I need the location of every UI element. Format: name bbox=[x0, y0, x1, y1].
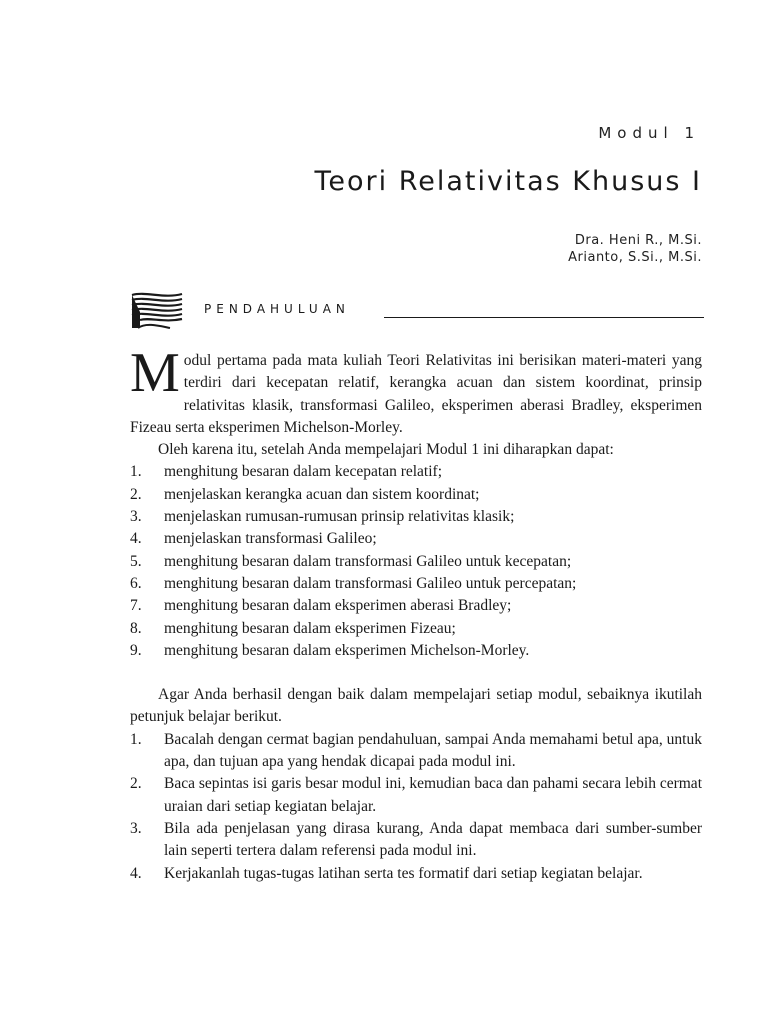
list-item bbox=[130, 461, 702, 483]
list-item-number: 3. bbox=[130, 819, 142, 837]
author-line: Dra. Heni R., M.Si. bbox=[574, 233, 702, 248]
list-item-text: menjelaskan transformasi Galileo; bbox=[164, 530, 377, 548]
list-item-text: menghitung besaran dalam transformasi Galileo untuk kecepatan; bbox=[164, 552, 572, 570]
module-label: Modul 1 bbox=[598, 124, 700, 142]
page-title: Teori Relativitas Khusus I bbox=[314, 166, 702, 197]
list-item-number: 7. bbox=[130, 597, 142, 615]
section-heading bbox=[130, 290, 704, 330]
list-item-text: menghitung besaran dalam eksperimen aberasi Bradley; bbox=[164, 597, 512, 615]
list-item-text: menghitung besaran dalam eksperimen Michelson-Morley. bbox=[164, 641, 530, 659]
paragraph-gap bbox=[130, 662, 702, 684]
intro-paragraph bbox=[130, 342, 702, 439]
list-item bbox=[130, 640, 702, 662]
objectives-lead: Oleh karena itu, setelah Anda mempelajari Modul 1 ini diharapkan dapat: bbox=[158, 441, 614, 459]
list-item-text: menjelaskan kerangka acuan dan sistem koordinat; bbox=[164, 485, 480, 503]
list-item bbox=[130, 818, 702, 863]
list-item-number: 3. bbox=[130, 508, 142, 526]
list-item bbox=[130, 863, 702, 885]
list-item-text: Baca sepintas isi garis besar modul ini, kemudian baca dan pahami secara lebih cermat uraian dari setiap kegiatan belajar. bbox=[164, 775, 702, 815]
list-item bbox=[130, 484, 702, 506]
section-divider bbox=[384, 317, 704, 318]
list-item-number: 6. bbox=[130, 574, 142, 592]
intro-text: odul pertama pada mata kuliah Teori Relativitas ini berisikan materi-materi yang terdiri dari kecepatan relatif, kerangka acuan dan sistem koordinat, prinsip relativitas klasik, transformasi Galileo, eksperimen aberasi Bradley, eksperimen Fizeau serta eksperimen Michelson-Morley. bbox=[130, 352, 702, 436]
objectives-list bbox=[130, 461, 702, 662]
list-item-text: Bila ada penjelasan yang dirasa kurang, Anda dapat membaca dari sumber-sumber lain seperti tertera dalam referensi pada modul ini. bbox=[164, 819, 702, 860]
list-item bbox=[130, 573, 702, 595]
list-item-number: 1. bbox=[130, 730, 142, 748]
list-item bbox=[130, 618, 702, 640]
authors-block bbox=[568, 232, 702, 266]
guidance-list bbox=[130, 729, 702, 885]
list-item-text: menghitung besaran dalam kecepatan relatif; bbox=[164, 463, 443, 481]
list-item-number: 2. bbox=[130, 775, 142, 793]
list-item-number: 5. bbox=[130, 552, 142, 570]
section-label: PENDAHULUAN bbox=[204, 302, 350, 316]
author-line: Arianto, S.Si., M.Si. bbox=[568, 250, 702, 265]
list-item bbox=[130, 528, 702, 550]
list-item bbox=[130, 773, 702, 818]
list-item bbox=[130, 595, 702, 617]
list-item-number: 4. bbox=[130, 530, 142, 548]
drop-cap: M bbox=[130, 342, 180, 404]
list-item bbox=[130, 729, 702, 774]
list-item-number: 1. bbox=[130, 463, 142, 481]
main-content bbox=[130, 342, 702, 885]
list-item-text: menghitung besaran dalam transformasi Galileo untuk percepatan; bbox=[164, 574, 577, 592]
list-item-text: Kerjakanlah tugas-tugas latihan serta tes formatif dari setiap kegiatan belajar. bbox=[164, 864, 643, 882]
list-item-text: menjelaskan rumusan-rumusan prinsip relativitas klasik; bbox=[164, 508, 515, 526]
list-item-text: menghitung besaran dalam eksperimen Fizeau; bbox=[164, 619, 456, 637]
list-item-number: 9. bbox=[130, 641, 142, 659]
list-item-number: 4. bbox=[130, 864, 142, 882]
list-item-number: 2. bbox=[130, 485, 142, 503]
list-item bbox=[130, 506, 702, 528]
list-item-number: 8. bbox=[130, 619, 142, 637]
list-item-text: Bacalah dengan cermat bagian pendahuluan, sampai Anda memahami betul apa, untuk apa, dan tujuan apa yang hendak dicapai pada modul ini. bbox=[164, 730, 702, 771]
list-item bbox=[130, 551, 702, 573]
guidance-lead: Agar Anda berhasil dengan baik dalam mempelajari setiap modul, sebaiknya ikutilah petunjuk belajar berikut. bbox=[130, 686, 702, 726]
book-pages-icon bbox=[130, 290, 184, 330]
